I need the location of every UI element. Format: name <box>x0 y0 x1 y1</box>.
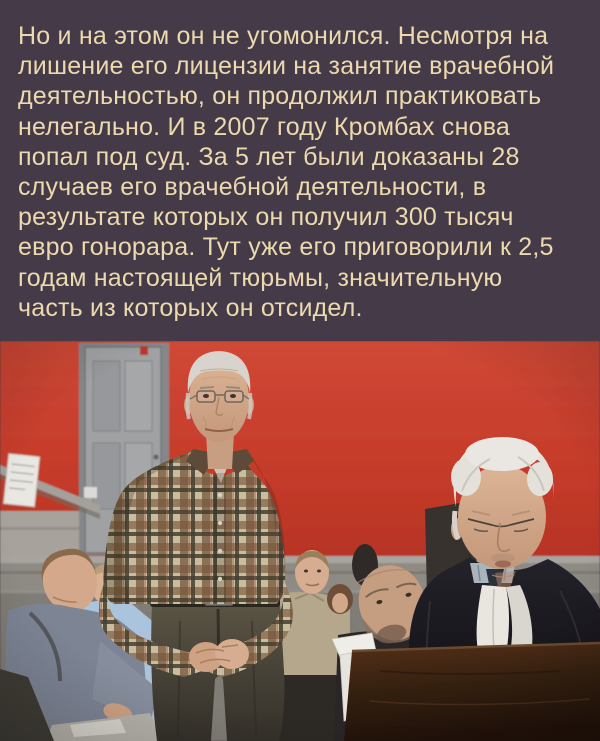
caption-line: попал под суд. За 5 лет были доказаны 28 <box>18 142 520 171</box>
caption-line: Но и на этом он не угомонился. Несмотря на <box>18 22 549 50</box>
caption-line: результате которых он получил 300 тысяч <box>18 203 514 232</box>
caption-line: часть из которых он отсидел. <box>18 293 363 322</box>
caption-line: случаев его врачебной деятельности, в <box>18 173 487 202</box>
photo-vignette <box>0 341 600 741</box>
caption-line: лишение его лицензии на занятие врачебной <box>18 52 555 81</box>
caption-line: евро гонорара. Тут уже его приговорили к 2,5 <box>18 233 554 262</box>
caption-line: нелегально. И в 2007 году Кромбах снова <box>18 112 511 141</box>
caption <box>0 0 600 341</box>
courtroom-photo <box>0 341 600 741</box>
caption-line: годам настоящей тюрьмы, значительную <box>18 263 503 292</box>
caption-line: деятельностью, он продолжил практиковать <box>18 82 542 111</box>
